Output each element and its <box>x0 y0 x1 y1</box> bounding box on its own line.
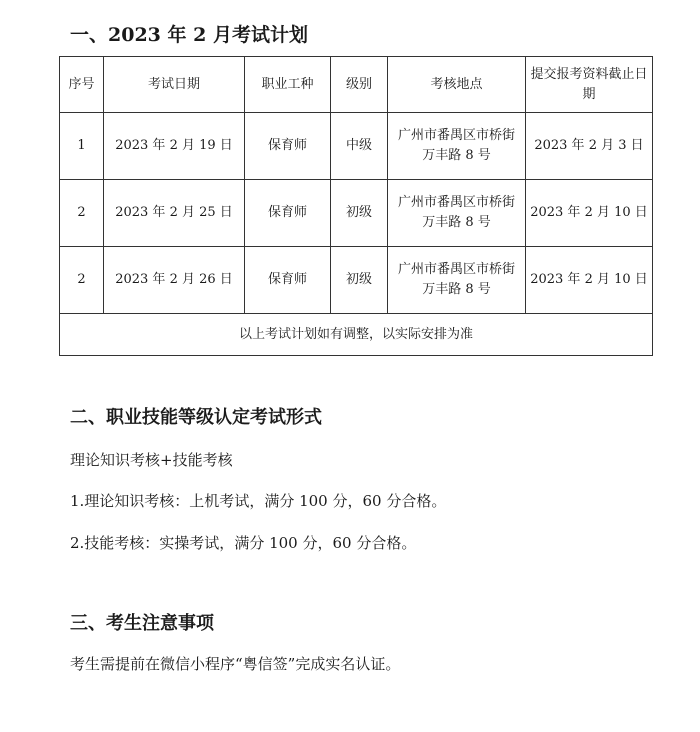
section3-text: 考生需提前在微信小程序“粤信签”完成实名认证。 <box>70 655 401 673</box>
cell-level: 初级 <box>331 247 388 314</box>
section3-title: 三、考生注意事项 <box>70 613 214 634</box>
section2-item-2: 2.技能考核：实操考试，满分 100 分，60 分合格。 <box>70 534 417 552</box>
table-note: 以上考试计划如有调整，以实际安排为准 <box>60 314 653 356</box>
section1-title: 一、2023 年 2 月考试计划 <box>70 24 308 46</box>
cell-seq: 2 <box>60 247 104 314</box>
section2-intro: 理论知识考核+技能考核 <box>70 451 233 469</box>
cell-occupation: 保育师 <box>245 113 331 180</box>
section2-title: 二、职业技能等级认定考试形式 <box>70 407 322 428</box>
header-deadline: 提交报考资料截止日期 <box>526 57 653 113</box>
table-row <box>60 180 653 247</box>
cell-exam-date: 2023 年 2 月 25 日 <box>104 180 245 247</box>
cell-occupation: 保育师 <box>245 180 331 247</box>
cell-occupation: 保育师 <box>245 247 331 314</box>
cell-location: 广州市番禺区市桥街万丰路 8 号 <box>388 180 526 247</box>
table-row <box>60 113 653 180</box>
header-exam-date: 考试日期 <box>104 57 245 113</box>
header-occupation: 职业工种 <box>245 57 331 113</box>
cell-level: 中级 <box>331 113 388 180</box>
header-seq: 序号 <box>60 57 104 113</box>
cell-seq: 1 <box>60 113 104 180</box>
header-level: 级别 <box>331 57 388 113</box>
cell-deadline: 2023 年 2 月 10 日 <box>526 180 653 247</box>
table-row <box>60 247 653 314</box>
cell-exam-date: 2023 年 2 月 19 日 <box>104 113 245 180</box>
header-location: 考核地点 <box>388 57 526 113</box>
cell-location: 广州市番禺区市桥街万丰路 8 号 <box>388 247 526 314</box>
cell-deadline: 2023 年 2 月 10 日 <box>526 247 653 314</box>
cell-exam-date: 2023 年 2 月 26 日 <box>104 247 245 314</box>
exam-plan-table <box>59 56 653 356</box>
cell-seq: 2 <box>60 180 104 247</box>
section2-item-1: 1.理论知识考核：上机考试，满分 100 分，60 分合格。 <box>70 492 447 510</box>
cell-location: 广州市番禺区市桥街万丰路 8 号 <box>388 113 526 180</box>
cell-deadline: 2023 年 2 月 3 日 <box>526 113 653 180</box>
cell-level: 初级 <box>331 180 388 247</box>
table-note-row <box>60 314 653 356</box>
table-header-row <box>60 57 653 113</box>
